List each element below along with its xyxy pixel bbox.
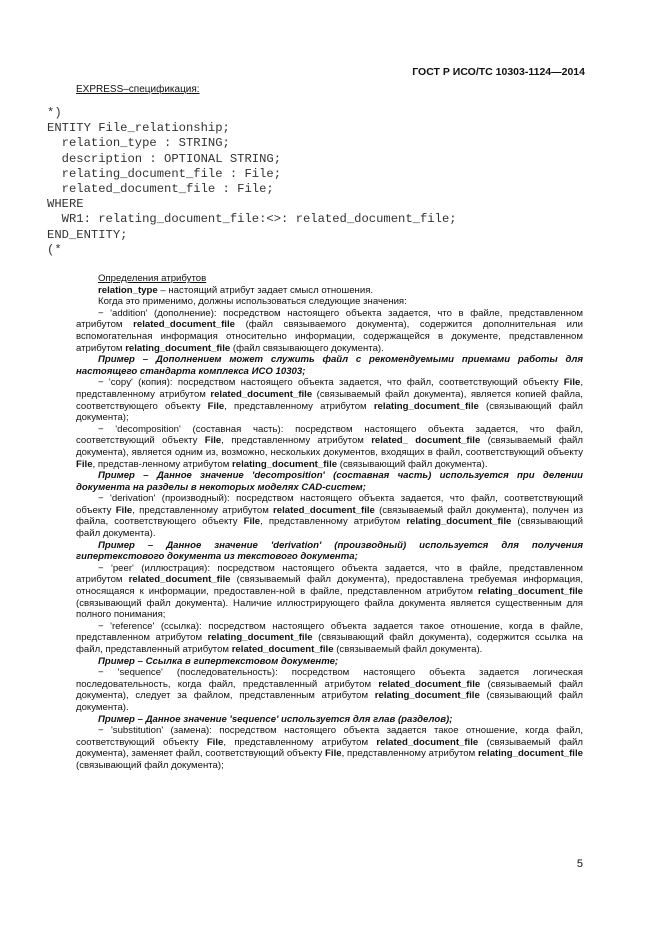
example-derivation: Пример – Данное значение 'derivation' (производный) используется для получения гипертекстового документа из текстового документа; [76,539,583,563]
page-number: 5 [576,858,583,870]
text-run: − 'decomposition' (составная часть): посредством настоящего объекта задается, что файл, соответствующий объекту [76,423,583,447]
applicability-note: Когда это применимо, должны использоваться следующие значения: [98,296,407,308]
text-run: − 'peer' (иллюстрация): посредством настоящего объекта задается, что в файле, представленном атрибутом [76,562,583,586]
attribute-definitions [76,273,583,772]
code-line: (* [47,242,62,257]
example-reference: Пример – Ссылка в гипертекстовом документе; [98,655,339,667]
express-code-block [47,106,457,258]
text-run: (связываемый файл документа), заменяет файл, соответствующий объекту [76,736,584,760]
text-run: − 'reference' (ссылка): посредством настоящего объекта задается такое отношение, когда в файле, представленном атрибутом [76,620,583,644]
document-header: ГОСТ Р ИСО/ТС 10303-1124—2014 [412,66,585,78]
code-line: ENTITY File_relationship; [47,121,230,136]
text-run: − 'sequence' (последовательность): посредством настоящего объекта задается логическая последовательность, когда файл, представленный атрибутом [76,667,583,690]
attr-ref: relating_document_file [477,586,583,598]
text-run: (связывающий файл документа). [76,690,583,713]
attr-ref: related_document_file [376,736,479,748]
value-addition [76,308,583,354]
code-line: END_ENTITY; [47,227,128,242]
attr-ref: File [115,504,133,516]
value-reference [76,621,583,656]
attr-ref: relating_document_file [477,748,583,760]
text-run: (связываемый файл документа), следует за файлом, представленным атрибутом [76,678,584,702]
text-run: , представленному атрибутом [224,400,374,412]
text-run: (связывающий файл документа). Наличие иллюстрирующего файла документа является существенным для полного понимания; [76,597,583,621]
value-peer [76,563,583,621]
value-copy [76,377,583,423]
text-run: (связывающий файл документа). [76,516,583,540]
attr-ref: File [207,400,225,412]
express-spec-label: EXPRESS–спецификация: [76,84,200,95]
code-line: relating_document_file : File; [47,166,282,181]
text-run: , представленному атрибутом [221,435,372,447]
attr-ref: File [563,377,581,389]
attr-ref: File [76,458,93,470]
code-line: description : OPTIONAL STRING; [47,151,282,166]
code-line: related_document_file : File; [47,181,274,196]
text-run: − 'addition' (дополнение): посредством настоящего объекта задается, что в файле, представленном атрибутом [76,307,583,331]
attr-ref: relating_document_file [207,632,313,644]
text-run: (связываемый файл документа). [333,644,483,655]
attribute-description: – настоящий атрибут задает смысл отношения. [157,284,374,296]
text-run: , представленному атрибутом [341,748,478,760]
text-run: (связываемый файл документа), предоставлена требуемая информация, относящаяся к информации, предоставлен-ной в файле, представленном атрибутом [76,574,583,598]
example-sequence: Пример – Данное значение 'sequence' используется для глав (разделов); [98,713,453,725]
text-run: − 'derivation' (производный): посредством настоящего объекта задается, что файл, соответствующий объекту [76,493,583,516]
text-run: (связывающий файл документа); [76,759,224,771]
attr-ref: File [325,748,342,760]
attr-ref: related_document_file [210,388,313,400]
text-run: , представленному атрибутом [223,736,377,748]
value-substitution [76,725,583,771]
text-run: (файл связывающего документа). [230,342,384,354]
attr-ref: related_ document_file [371,435,481,447]
code-line: WR1: relating_document_file:<>: related_document_file; [47,212,457,227]
relation-type-paragraph [76,285,583,297]
attr-ref: File [243,516,261,528]
text-run: , представленному атрибутом [132,504,274,516]
code-line: *) [47,106,62,120]
attr-ref: related_document_file [231,644,334,655]
text-run: (файл связываемого документа), содержится дополнительная или вспомогательная информация относительно информации, содержащейся в документе, представленном атрибутом [76,319,583,354]
attr-ref: relating_document_file [406,516,512,528]
attr-ref: related_document_file [133,319,235,331]
code-line: WHERE [47,197,84,212]
value-decomposition [76,424,583,470]
attr-ref: relating_document_file [373,400,479,412]
text-run: (связывающий файл документа). [337,458,488,470]
text-run: , представленному атрибутом [76,377,583,400]
example-addition: Пример – Дополнением может служить файл с рекомендуемыми приемами работы для настоящего стандарта комплекса ИСО 10303; [76,354,583,377]
attr-ref: File [206,736,224,748]
value-derivation [76,493,583,539]
code-line: relation_type : STRING; [47,136,230,151]
text-run: , представленному атрибутом [260,516,407,528]
text-run: (связывающий файл документа); [76,400,583,424]
attr-ref: related_document_file [378,678,481,690]
text-run: − 'substitution' (замена): посредством настоящего объекта задается такое отношение, когда файл, соответствующий объекту [76,725,583,748]
text-run: , представ-ленному атрибутом [92,458,233,470]
section-heading: Определения атрибутов [98,273,207,284]
attr-ref: relating_document_file [374,690,480,702]
attr-ref: relating_document_file [125,342,231,354]
value-sequence [76,667,583,713]
text-run: (связываемый файл документа), является одним из, возможно, нескольких документов, входящих в файл, соответствующий объекту [76,435,584,458]
text-run: (связывающий файл документа), содержится ссылка на файл, представленный атрибутом [76,632,583,655]
example-decomposition: Пример – Данное значение 'decomposition' (составная часть) используется при делении документа на разделы в некоторых моделях CAD-систем; [76,470,583,493]
text-run: (связываемый файл документа), является копией файла, соответствующего объекту [76,388,583,412]
attr-ref: relating_document_file [232,458,338,470]
attr-ref: related_document_file [273,504,375,516]
text-run: (связываемый файл документа), получен из файла, соответствующего объекту [76,504,583,528]
attribute-name: relation_type [98,284,158,296]
text-run: − 'copy' (копия): посредством настоящего объекта задается, что файл, соответствующий объекту [98,377,564,389]
attr-ref: File [204,435,222,447]
attr-ref: related_document_file [128,574,231,586]
